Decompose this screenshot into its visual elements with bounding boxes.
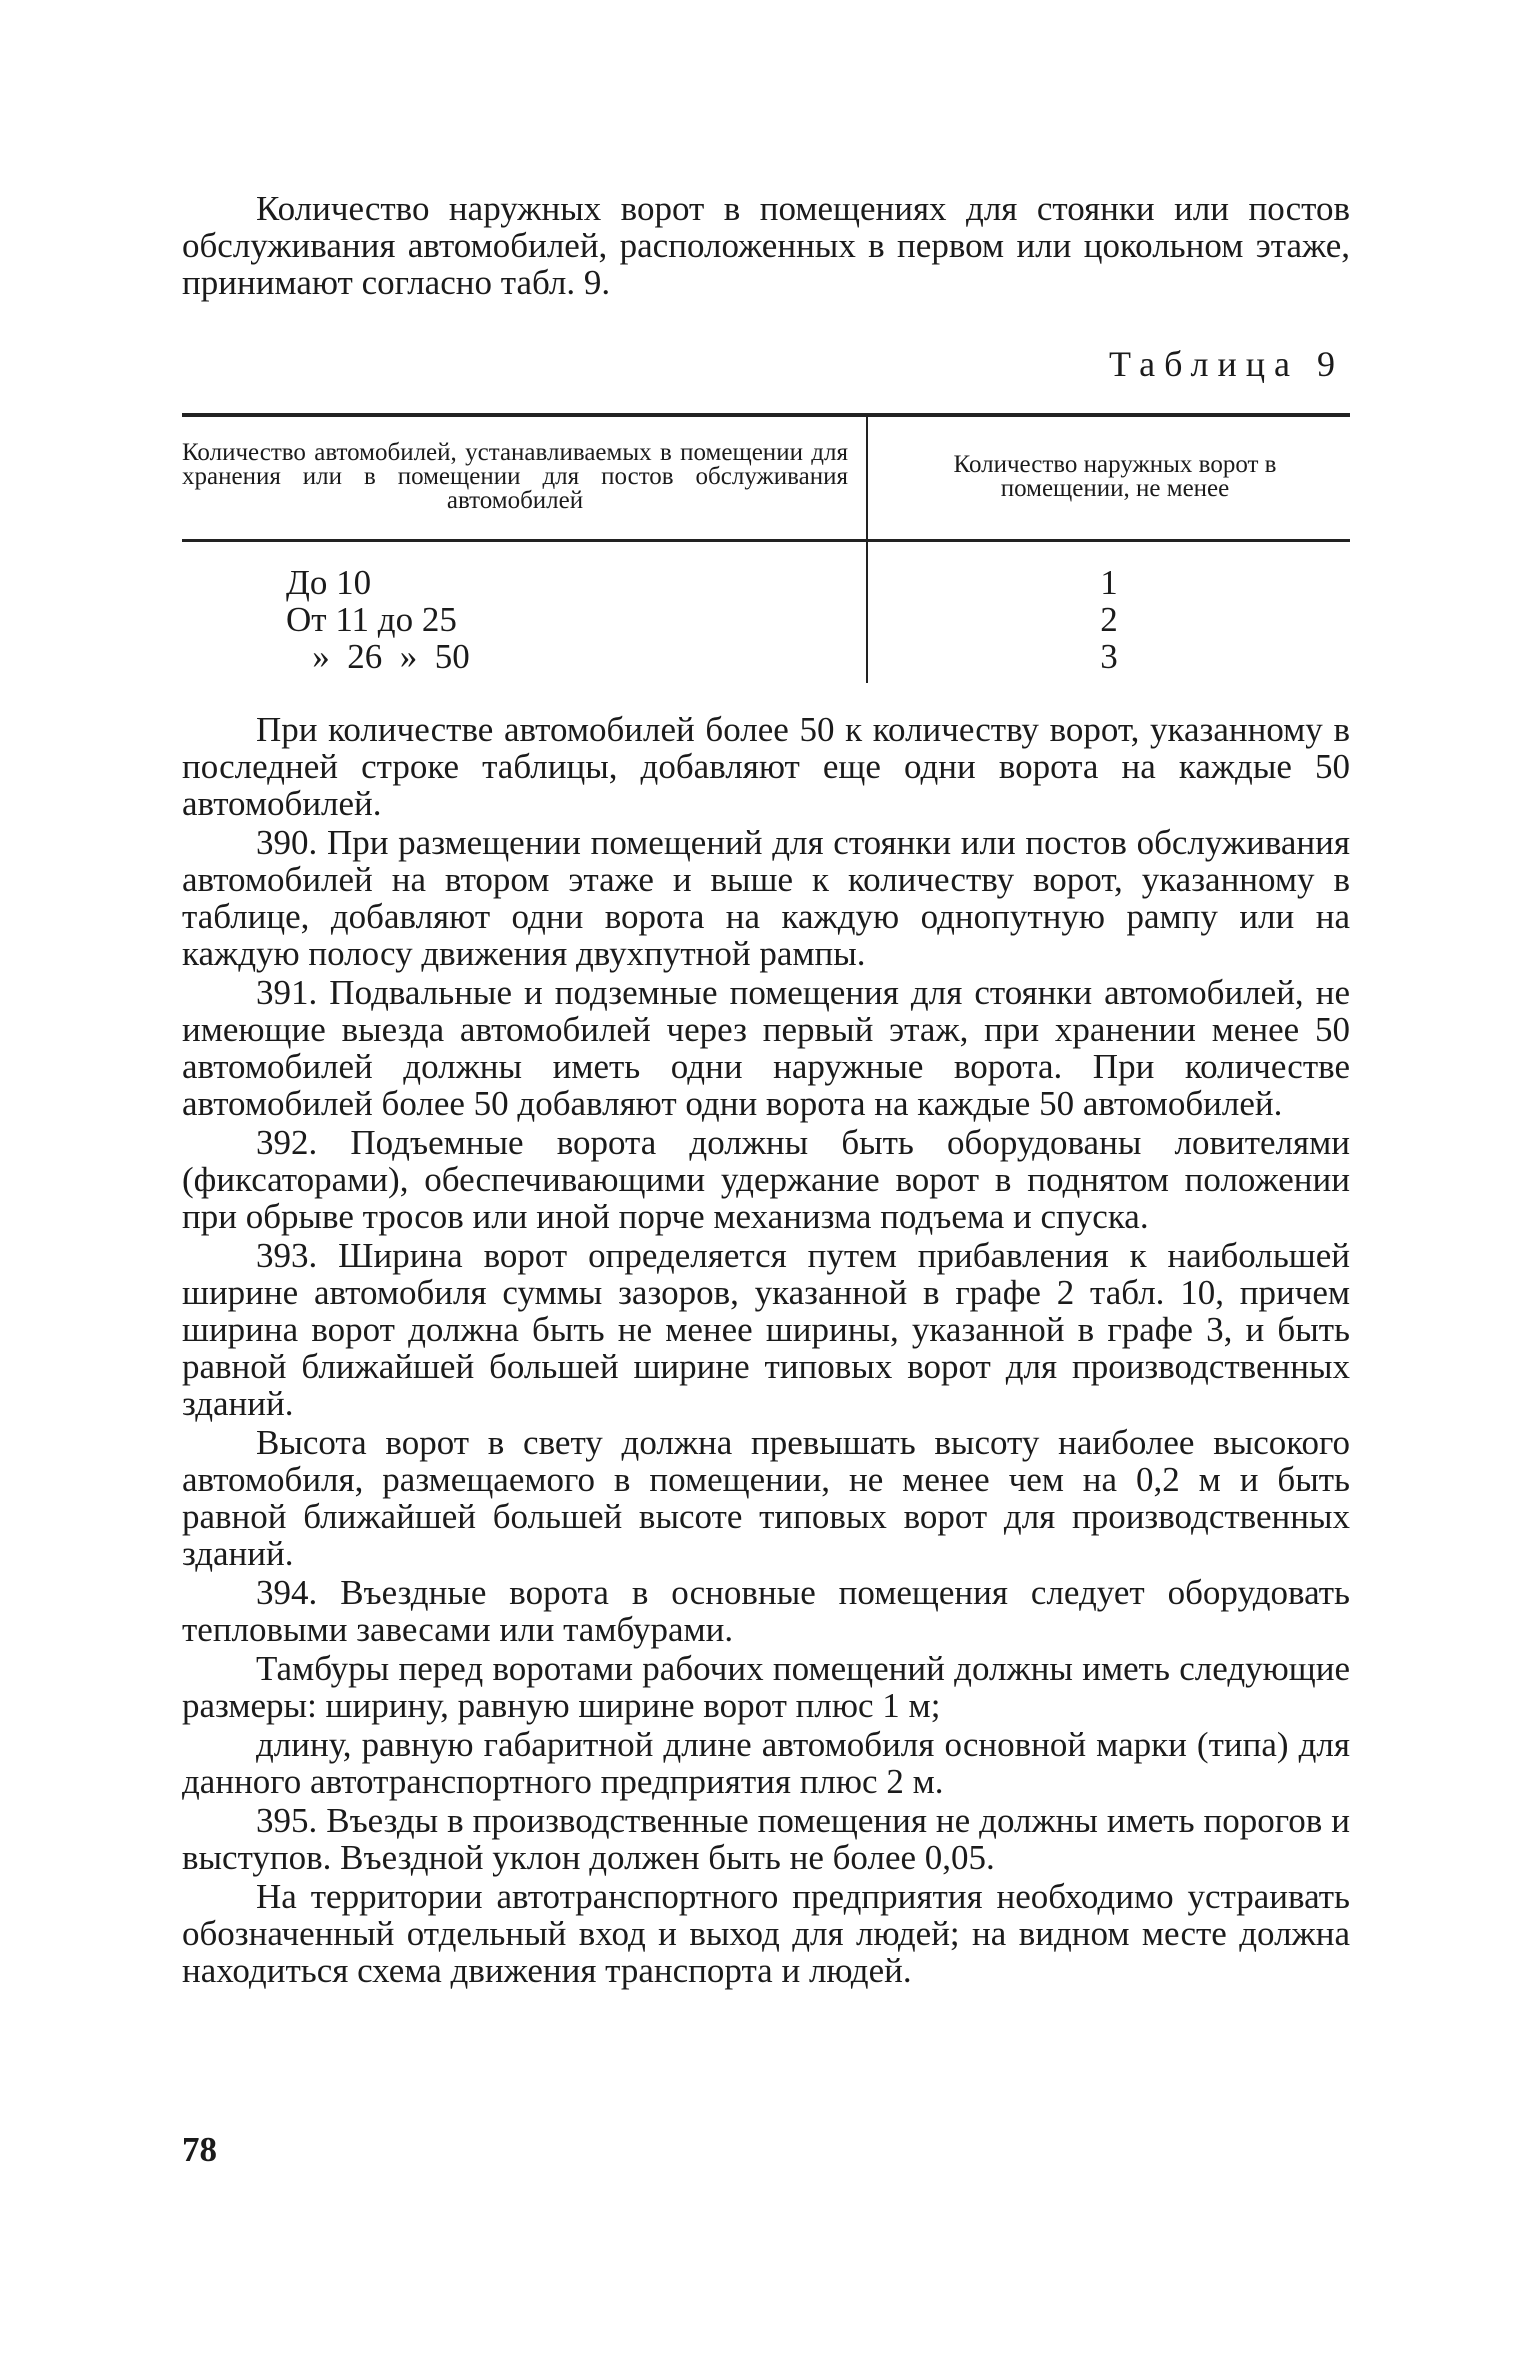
paragraph: На территории автотранспортного предприятия необходимо устраивать обозначенный отдельный вход и выход для людей; на видном месте должна находиться схема движения транспорта и людей. bbox=[182, 1877, 1350, 1990]
table-header-gates: Количество наружных ворот в помещении, не менее bbox=[867, 415, 1350, 541]
table-header-cars: Количество автомобилей, устанавливаемых в помещении для хранения или в помещении для постов обслуживания автомобилей bbox=[182, 415, 867, 541]
table-cell: » 26 » 50 bbox=[286, 637, 470, 676]
table-9 bbox=[182, 413, 1350, 683]
page-number: 78 bbox=[182, 2130, 217, 2169]
paragraph-391: 391. Подвальные и подземные помещения для стоянки автомобилей, не имеющие выезда автомобилей через первый этаж, при хранении менее 50 автомобилей должны иметь одни наружные ворота. При количестве автомобилей более 50 добавляют одни ворота на каждые 50 автомобилей. bbox=[182, 973, 1350, 1123]
paragraph-393: 393. Ширина ворот определяется путем прибавления к наибольшей ширине автомобиля суммы зазоров, указанной в графе 2 табл. 10, причем ширина ворот должна быть не менее ширины, указанной в графе 3, и быть равной ближайшей большей ширине типовых ворот для производственных зданий. bbox=[182, 1236, 1350, 1423]
paragraph: длину, равную габаритной длине автомобиля основной марки (типа) для данного автотранспортного предприятия плюс 2 м. bbox=[182, 1725, 1350, 1801]
table-caption: Таблица 9 bbox=[1109, 344, 1344, 384]
page-content bbox=[182, 190, 1350, 1991]
paragraph-392: 392. Подъемные ворота должны быть оборудованы ловителями (фиксаторами), обеспечивающими удержание ворот в поднятом положении при обрыве тросов или иной порче механизма подъема и спуска. bbox=[182, 1123, 1350, 1236]
paragraph-395: 395. Въезды в производственные помещения не должны иметь порогов и выступов. Въездной уклон должен быть не более 0,05. bbox=[182, 1801, 1350, 1877]
paragraph-394: 394. Въездные ворота в основные помещения следует оборудовать тепловыми завесами или тамбурами. bbox=[182, 1573, 1350, 1649]
table-cell: 2 bbox=[1100, 600, 1118, 639]
table-cell: 1 bbox=[1100, 563, 1118, 602]
intro-paragraph: Количество наружных ворот в помещениях для стоянки или постов обслуживания автомобилей, расположенных в первом или цокольном этаже, принимают согласно табл. 9. bbox=[182, 189, 1350, 302]
paragraph-390: 390. При размещении помещений для стоянки или постов обслуживания автомобилей на втором этаже и выше к количеству ворот, указанному в таблице, добавляют одни ворота на каждую однопутную рампу или на каждую полосу движения двухпутной рампы. bbox=[182, 823, 1350, 973]
table-cell: 3 bbox=[1100, 637, 1118, 676]
table-gates-column bbox=[867, 541, 1350, 684]
paragraph: Тамбуры перед воротами рабочих помещений должны иметь следующие размеры: ширину, равную ширине ворот плюс 1 м; bbox=[182, 1649, 1350, 1725]
table-cell: До 10 bbox=[286, 563, 372, 602]
table-cars-column bbox=[182, 541, 867, 684]
table-cell: От 11 до 25 bbox=[286, 600, 457, 639]
table-header-row bbox=[182, 415, 1350, 541]
paragraph: При количестве автомобилей более 50 к количеству ворот, указанному в последней строке таблицы, добавляют еще одни ворота на каждые 50 автомобилей. bbox=[182, 710, 1350, 823]
paragraph: Высота ворот в свету должна превышать высоту наиболее высокого автомобиля, размещаемого в помещении, не менее чем на 0,2 м и быть равной ближайшей большей высоте типовых ворот для производственных зданий. bbox=[182, 1423, 1350, 1573]
table-body bbox=[182, 541, 1350, 684]
